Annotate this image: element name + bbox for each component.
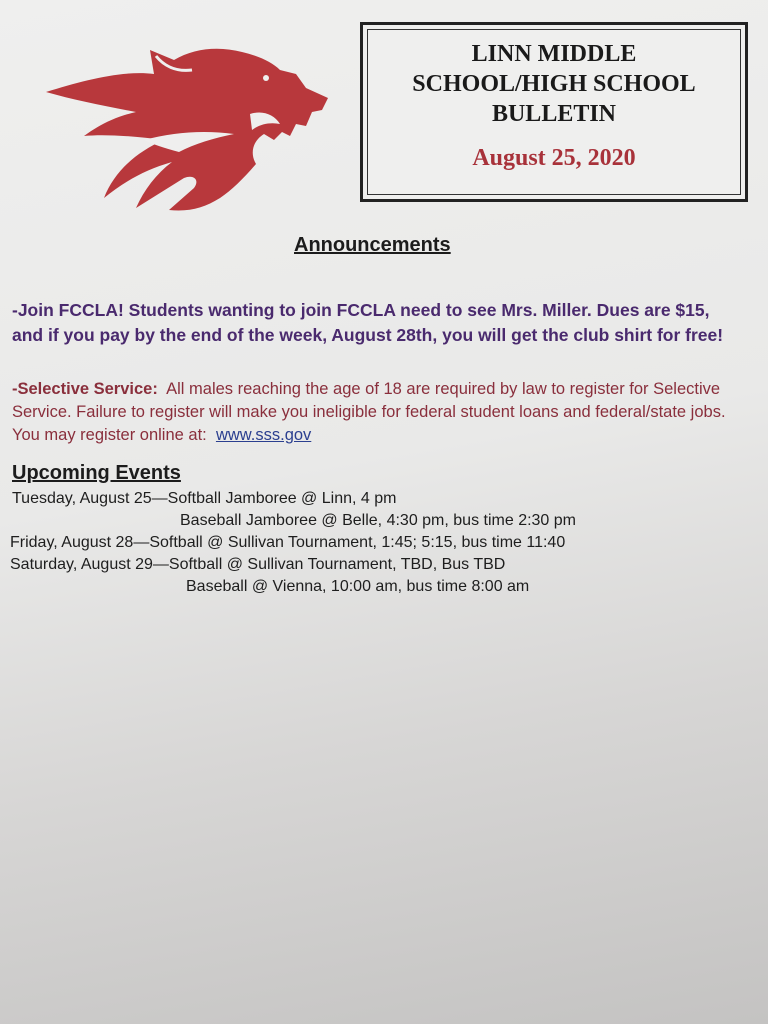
title-line-1: LINN MIDDLE (471, 41, 637, 67)
selective-service-lead: -Selective Service: (12, 380, 158, 398)
event-line: Baseball @ Vienna, 10:00 am, bus time 8:00 am (186, 578, 530, 595)
selective-service-announcement (12, 378, 752, 447)
title-line-3: BULLETIN (491, 101, 617, 127)
fccla-announcement: -Join FCCLA! Students wanting to join FCCLA need to see Mrs. Miller. Dues are $15, and if you pay by the end of the week, August 28th, you will get the club shirt for free! (12, 300, 724, 345)
selective-service-body: All males reaching the age of 18 are required by law to register for Selective Service. Failure to register will make you ineligible for federal student loans and federal/state jobs. You may register online at: (12, 380, 726, 444)
sss-link[interactable]: www.sss.gov (215, 426, 312, 444)
wildcat-head-icon (44, 40, 330, 215)
bulletin-title (363, 39, 745, 129)
bulletin-date: August 25, 2020 (472, 145, 636, 171)
bulletin-title-box (360, 22, 748, 202)
event-line: Tuesday, August 25—Softball Jamboree @ Linn, 4 pm (12, 490, 397, 507)
title-line-2: SCHOOL/HIGH SCHOOL (412, 71, 696, 97)
upcoming-events-heading: Upcoming Events (12, 462, 181, 484)
event-line: Saturday, August 29—Softball @ Sullivan Tournament, TBD, Bus TBD (10, 556, 506, 573)
announcements-heading: Announcements (294, 234, 451, 256)
event-line: Baseball Jamboree @ Belle, 4:30 pm, bus time 2:30 pm (180, 512, 576, 529)
event-line: Friday, August 28—Softball @ Sullivan Tournament, 1:45; 5:15, bus time 11:40 (10, 534, 566, 551)
